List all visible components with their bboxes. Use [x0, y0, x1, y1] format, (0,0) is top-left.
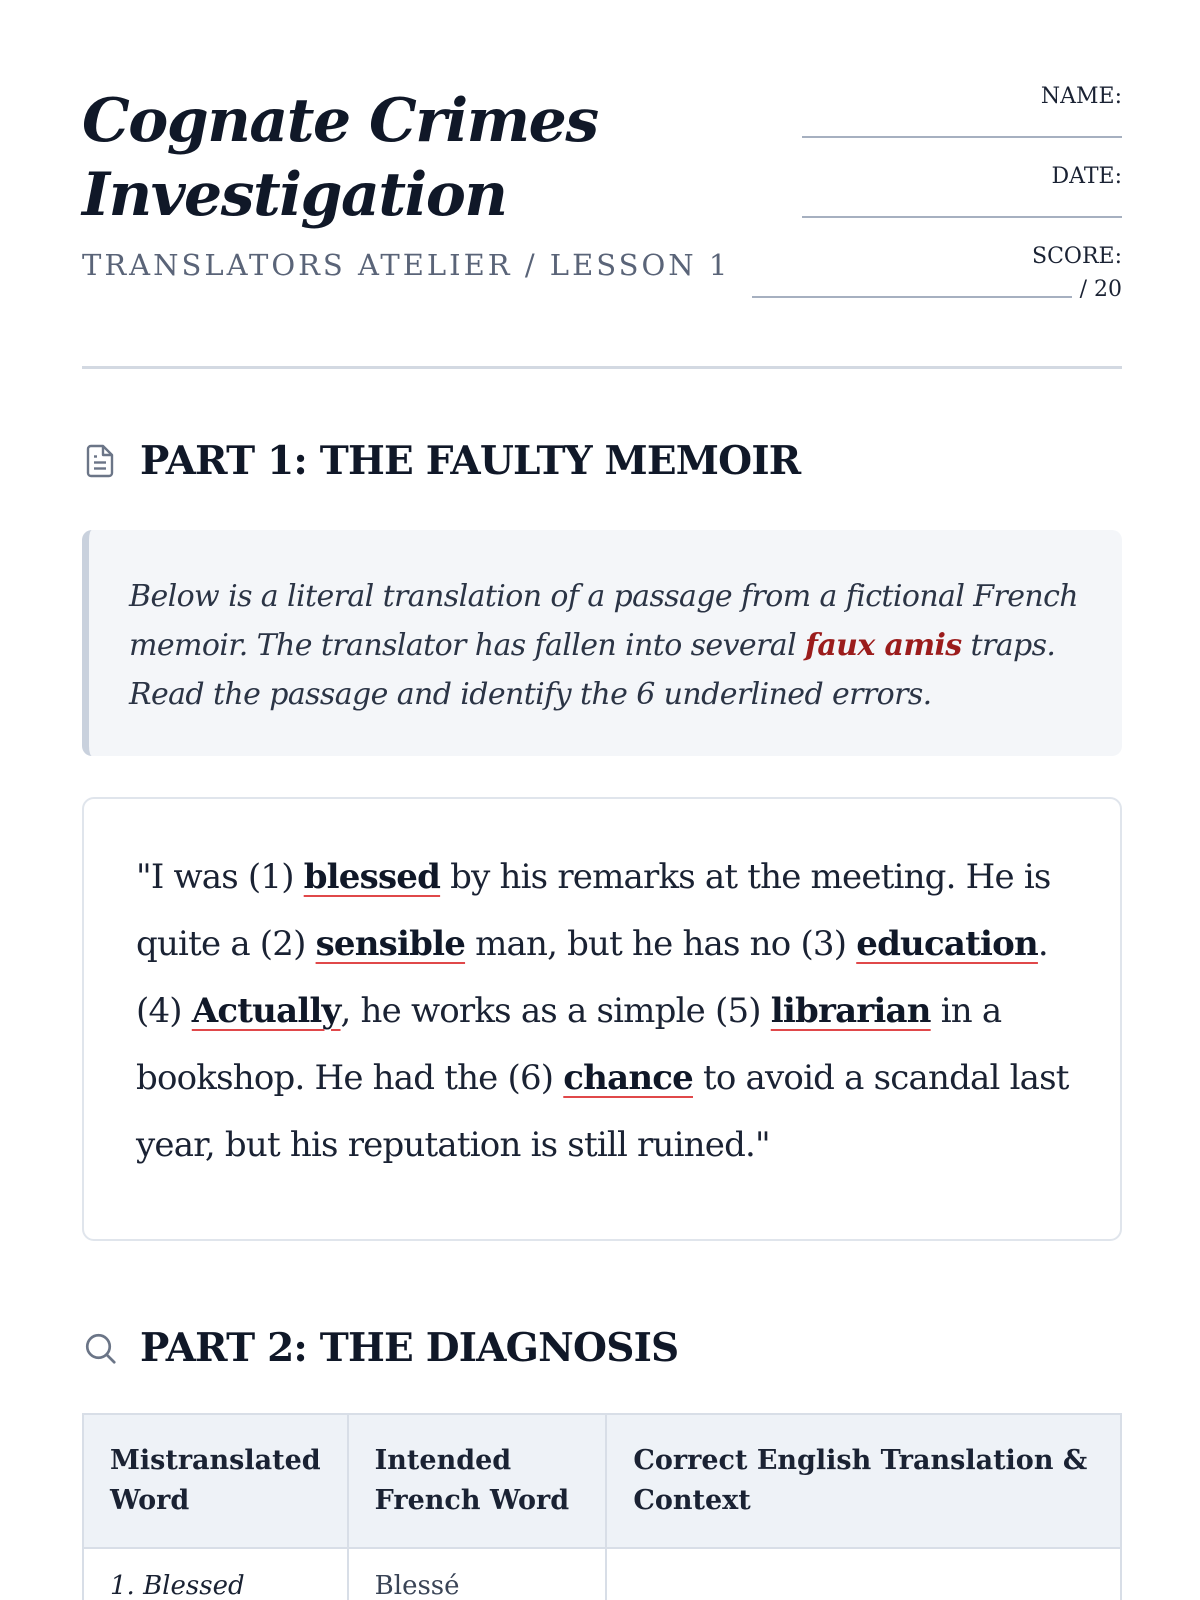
passage-text: by his remarks at the meeting. He is quite a (2)	[136, 857, 1051, 964]
part1-heading	[82, 438, 800, 484]
memoir-passage	[82, 797, 1122, 1241]
passage-text: man, but he has no (3)	[465, 924, 857, 964]
table-header-row	[83, 1414, 1121, 1548]
french-word-cell: Blessé	[348, 1548, 607, 1600]
instructions-text-end: traps. Read the passage and identify the 6 underlined errors.	[129, 628, 1056, 712]
worksheet-header	[82, 84, 1122, 374]
error-word-4[interactable]: Actually	[191, 991, 341, 1031]
faux-amis-term: faux amis	[805, 628, 962, 663]
mistranslated-cell: 1. Blessed	[83, 1548, 348, 1600]
score-field[interactable]	[752, 296, 1072, 298]
part1-title: PART 1: THE FAULTY MEMOIR	[140, 438, 801, 484]
error-word-1[interactable]: blessed	[303, 857, 441, 897]
document-icon	[82, 443, 118, 479]
name-field[interactable]	[802, 136, 1122, 138]
answer-cell[interactable]	[606, 1548, 1121, 1600]
score-total: / 20	[1079, 277, 1122, 302]
name-label: NAME:	[1040, 84, 1122, 109]
error-word-3[interactable]: education	[856, 924, 1038, 964]
score-label: SCORE:	[1032, 244, 1122, 269]
table-row	[83, 1548, 1121, 1600]
error-word-5[interactable]: librarian	[770, 991, 931, 1031]
header-divider	[82, 366, 1122, 369]
column-header-french: Intended French Word	[348, 1414, 607, 1548]
error-word-2[interactable]: sensible	[315, 924, 466, 964]
passage-text: in a bookshop. He had the (6)	[136, 991, 1002, 1098]
passage-text: , he works as a simple (5)	[340, 991, 771, 1031]
diagnosis-table	[82, 1413, 1122, 1600]
magnifier-icon	[82, 1330, 118, 1366]
worksheet-title: Cognate Crimes Investigation	[82, 86, 598, 230]
passage-text: "I was (1)	[136, 857, 304, 897]
passage-text: . (4)	[136, 924, 1048, 1031]
date-label: DATE:	[1051, 164, 1122, 189]
error-word-6[interactable]: chance	[563, 1058, 693, 1098]
passage-text: to avoid a scandal last year, but his reputation is still ruined."	[136, 1058, 1069, 1165]
worksheet-subtitle: TRANSLATORS ATELIER / LESSON 1	[82, 248, 731, 282]
instructions-panel	[82, 530, 1122, 756]
column-header-mistranslated: Mistranslated Word	[83, 1414, 348, 1548]
part2-heading	[82, 1325, 678, 1371]
column-header-correct: Correct English Translation & Context	[606, 1414, 1121, 1548]
part2-title: PART 2: THE DIAGNOSIS	[140, 1325, 679, 1371]
instructions-text: Below is a literal translation of a passage from a fictional French memoir. The translator has fallen into several	[129, 579, 1079, 663]
date-field[interactable]	[802, 216, 1122, 218]
